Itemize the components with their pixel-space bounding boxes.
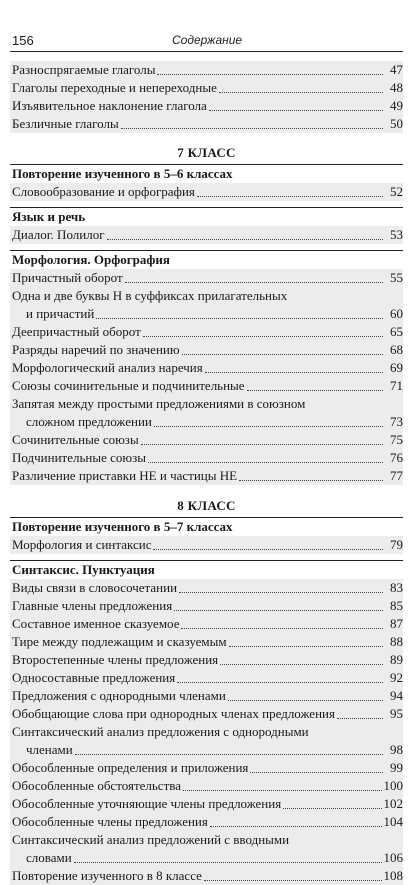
toc-entry-page: 95 [390, 706, 403, 721]
toc-entry-page: 60 [390, 306, 403, 321]
toc-entry-page: 65 [390, 324, 403, 339]
toc-entry-label: Повторение изученного в 8 классе [12, 868, 202, 883]
leader-dots [154, 425, 383, 427]
toc-entry-label: Союзы сочинительные и подчинительные [12, 378, 245, 393]
leader-dots [209, 109, 383, 111]
toc-entry-label: Различение приставки НЕ и частицы НЕ [12, 468, 238, 483]
toc-entry[interactable] [10, 831, 403, 867]
leader-dots [181, 627, 383, 629]
toc-entry[interactable] [10, 79, 403, 97]
toc-entry[interactable] [10, 97, 403, 115]
toc-entry-label: Словообразование и орфография [12, 184, 195, 199]
toc-entry-page: 106 [383, 850, 403, 865]
toc-entry[interactable] [10, 813, 403, 831]
toc-entry-label: Разряды наречий по значению [12, 342, 180, 357]
leader-dots [183, 789, 382, 791]
subsection-heading: Морфология. Орфография [10, 250, 403, 269]
toc-entry[interactable] [10, 597, 403, 615]
leader-dots [179, 591, 383, 593]
leader-dots [74, 861, 382, 863]
toc-entry[interactable] [10, 449, 403, 467]
toc-entry-line [12, 849, 403, 867]
toc-entry[interactable] [10, 341, 403, 359]
toc-entry-label: Одна и две буквы Н в суффиксах прилагательных [12, 288, 288, 303]
toc-entry-label-continued: словами [26, 850, 72, 865]
leader-dots [220, 663, 383, 665]
toc-entry-page: 68 [390, 342, 403, 357]
toc-entry-label: Обособленные обстоятельства [12, 778, 181, 793]
toc-entry-page: 88 [390, 634, 403, 649]
toc-entry-label: Изъявительное наклонение глагола [12, 98, 207, 113]
toc-entry[interactable] [10, 269, 403, 287]
leader-dots [205, 371, 383, 373]
toc-entry-label: Диалог. Полилог [12, 227, 105, 242]
toc-entry-label: Обобщающие слова при однородных членах предложения [12, 706, 335, 721]
leader-dots [148, 461, 383, 463]
page-number: 156 [12, 33, 34, 48]
toc-entry-label-continued: и причастий [26, 306, 95, 321]
toc-entry[interactable] [10, 323, 403, 341]
subsection-heading: Повторение изученного в 5–7 классах [10, 517, 403, 536]
toc-entry[interactable] [10, 795, 403, 813]
toc-entry-line [12, 413, 403, 431]
toc-entry-label: Обособленные определения и приложения [12, 760, 249, 775]
toc-entry-page: 77 [390, 468, 403, 483]
leader-dots [75, 753, 383, 755]
toc-entry[interactable] [10, 377, 403, 395]
toc-entry-page: 87 [390, 616, 403, 631]
leader-dots [143, 335, 383, 337]
toc-entry-label: Обособленные члены предложения [12, 814, 208, 829]
leader-dots [107, 238, 383, 240]
toc-entry-label: Односоставные предложения [12, 670, 176, 685]
toc-entry-page: 55 [390, 270, 403, 285]
toc-entry-page: 102 [383, 796, 403, 811]
toc-entry[interactable] [10, 759, 403, 777]
toc-entry-label-continued: сложном предложении [26, 414, 152, 429]
leader-dots [153, 548, 383, 550]
toc-entry-line [12, 831, 403, 849]
toc-entry-label: Предложения с однородными членами [12, 688, 226, 703]
toc-entry-label: Подчинительные союзы [12, 450, 146, 465]
toc-entry-label: Безличные глаголы [12, 116, 119, 131]
toc-entry-label: Морфологический анализ наречия [12, 360, 203, 375]
subsection-heading: Синтаксис. Пунктуация [10, 560, 403, 579]
toc-top-group [10, 61, 403, 133]
toc-entry-label: Синтаксический анализ предложений с вводными [12, 832, 290, 847]
toc-entry-page: 75 [390, 432, 403, 447]
leader-dots [228, 699, 383, 701]
toc-entry-label: Разноспрягаемые глаголы [12, 62, 156, 77]
toc-entry-line [12, 287, 403, 305]
leader-dots [247, 389, 383, 391]
toc-entry[interactable] [10, 651, 403, 669]
toc-entry[interactable] [10, 61, 403, 79]
leader-dots [210, 825, 382, 827]
toc-entry[interactable] [10, 777, 403, 795]
leader-dots [229, 645, 383, 647]
toc-entry-label: Морфология и синтаксис [12, 537, 152, 552]
section-title-grade7: 7 КЛАСС [177, 145, 236, 160]
leader-dots [283, 807, 381, 809]
leader-dots [197, 195, 383, 197]
toc-entry[interactable] [10, 867, 403, 885]
toc-entry[interactable] [10, 183, 403, 201]
toc-entry-label-continued: членами [26, 742, 73, 757]
toc-content [10, 61, 403, 885]
toc-entry-line [12, 741, 403, 759]
toc-entry-page: 53 [390, 227, 403, 242]
toc-entry-label: Глаголы переходные и непереходные [12, 80, 217, 95]
toc-entry-page: 76 [390, 450, 403, 465]
toc-entry-page: 71 [390, 378, 403, 393]
toc-entry-label: Тире между подлежащим и сказуемым [12, 634, 227, 649]
toc-entry-page: 79 [390, 537, 403, 552]
toc-entry-page: 52 [390, 184, 403, 199]
leader-dots [182, 353, 383, 355]
leader-dots [121, 127, 383, 129]
toc-entry[interactable] [10, 579, 403, 597]
toc-entry-line [12, 395, 403, 413]
toc-entry-label: Составное именное сказуемое [12, 616, 180, 631]
toc-entry-page: 48 [390, 80, 403, 95]
toc-entry-page: 50 [390, 116, 403, 131]
leader-dots [337, 717, 383, 719]
toc-entry-label: Синтаксический анализ предложения с однородными [12, 724, 309, 739]
leader-dots [125, 281, 383, 283]
toc-entry-page: 99 [390, 760, 403, 775]
toc-entry-label: Второстепенные члены предложения [12, 652, 219, 667]
leader-dots [219, 91, 383, 93]
toc-entry-page: 73 [390, 414, 403, 429]
leader-dots [96, 317, 383, 319]
toc-entry-line [12, 305, 403, 323]
toc-entry-page: 98 [390, 742, 403, 757]
toc-entry[interactable] [10, 633, 403, 651]
toc-entry-page: 69 [390, 360, 403, 375]
toc-entry-line [12, 723, 403, 741]
leader-dots [250, 771, 383, 773]
leader-dots [174, 609, 383, 611]
subsection-heading: Язык и речь [10, 207, 403, 226]
toc-entry[interactable] [10, 536, 403, 554]
toc-entry-page: 85 [390, 598, 403, 613]
toc-entry[interactable] [10, 359, 403, 377]
toc-entry-label: Обособленные уточняющие члены предложения [12, 796, 282, 811]
toc-entry-label: Виды связи в словосочетании [12, 580, 178, 595]
toc-entry-label: Главные члены предложения [12, 598, 173, 613]
toc-entry-page: 108 [383, 868, 403, 883]
toc-entry[interactable] [10, 431, 403, 449]
header-divider [10, 51, 403, 52]
toc-entry-page: 83 [390, 580, 403, 595]
toc-entry-page: 47 [390, 62, 403, 77]
toc-entry[interactable] [10, 226, 403, 244]
toc-entry[interactable] [10, 467, 403, 485]
toc-entry-page: 94 [390, 688, 403, 703]
toc-entry-label: Запятая между простыми предложениями в союзном [12, 396, 306, 411]
page-header [0, 0, 416, 48]
toc-entry-page: 92 [390, 670, 403, 685]
toc-entry[interactable] [10, 615, 403, 633]
toc-entry[interactable] [10, 723, 403, 759]
subsection-heading: Повторение изученного в 5–6 классах [10, 164, 403, 183]
running-title: Содержание [172, 33, 243, 47]
toc-entry-page: 104 [383, 814, 403, 829]
leader-dots [177, 681, 383, 683]
section-title-grade8: 8 КЛАСС [177, 498, 236, 513]
toc-entry[interactable] [10, 705, 403, 723]
toc-entry-page: 89 [390, 652, 403, 667]
leader-dots [204, 879, 382, 881]
toc-entry-page: 49 [390, 98, 403, 113]
leader-dots [239, 479, 383, 481]
toc-entry-label: Деепричастный оборот [12, 324, 141, 339]
leader-dots [141, 443, 383, 445]
leader-dots [157, 73, 383, 75]
toc-entry[interactable] [10, 395, 403, 431]
toc-entry[interactable] [10, 115, 403, 133]
toc-entry-page: 100 [383, 778, 403, 793]
toc-entry[interactable] [10, 669, 403, 687]
toc-entry[interactable] [10, 687, 403, 705]
toc-entry-label: Сочинительные союзы [12, 432, 139, 447]
toc-entry[interactable] [10, 287, 403, 323]
toc-entry-label: Причастный оборот [12, 270, 123, 285]
